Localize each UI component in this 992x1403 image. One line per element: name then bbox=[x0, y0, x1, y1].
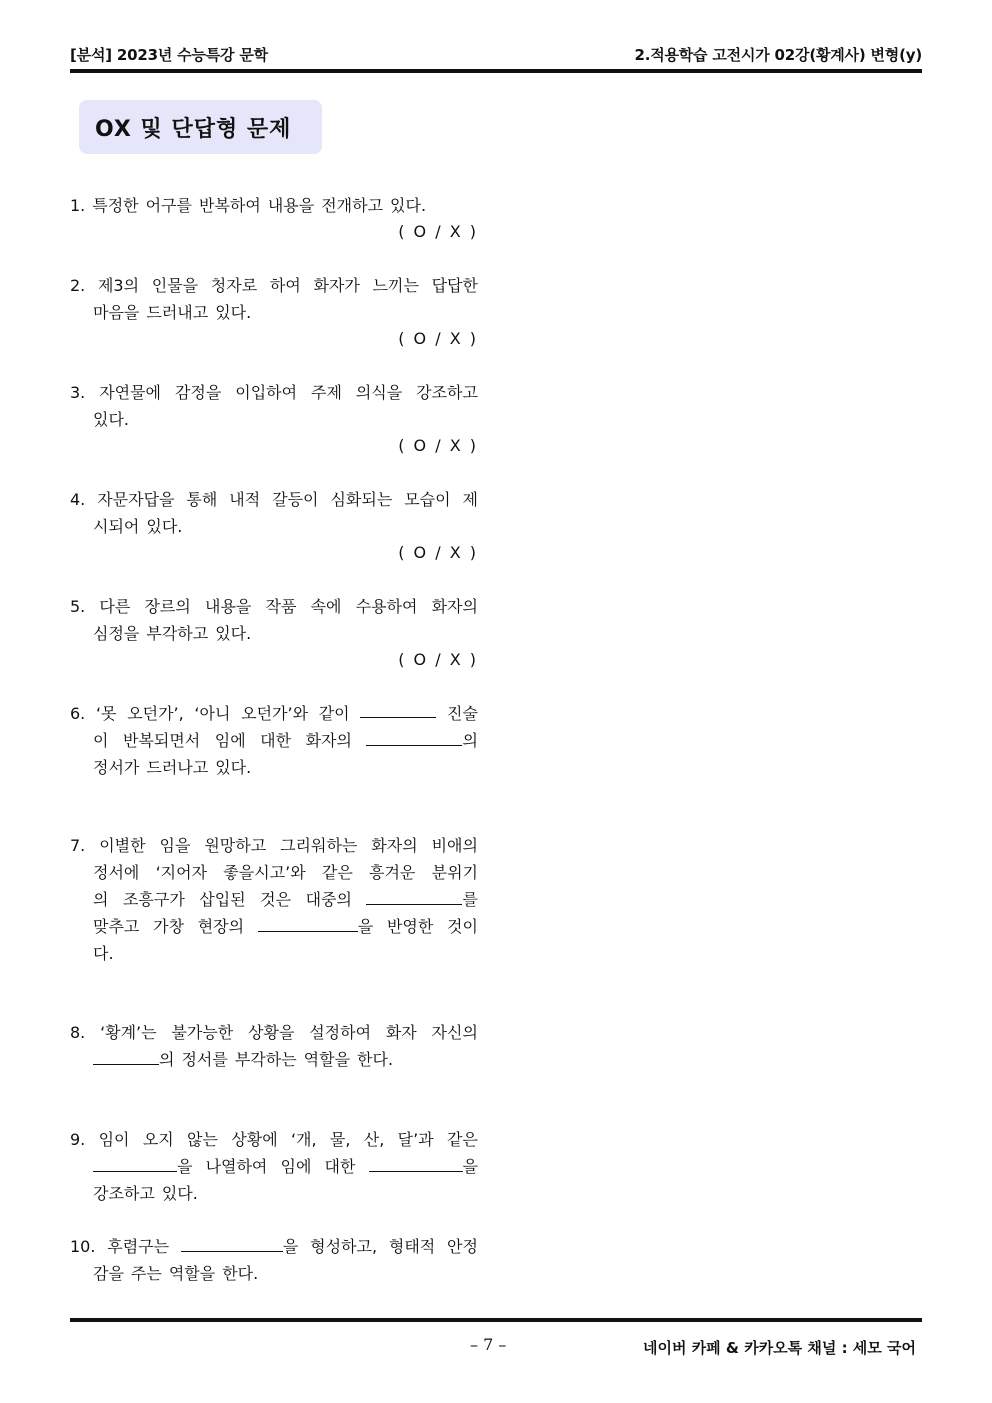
q2-line-2 bbox=[70, 299, 478, 326]
bottom-divider bbox=[70, 1318, 922, 1322]
word: 시되어 bbox=[93, 517, 140, 536]
word: 반영한 bbox=[386, 917, 434, 936]
q6-line-3 bbox=[70, 754, 478, 781]
word: 갈등이 bbox=[272, 490, 319, 509]
word: 드러나고 bbox=[146, 758, 209, 777]
word: 자연물에 bbox=[99, 383, 162, 402]
word: 물, bbox=[329, 1130, 351, 1149]
q8-line-2 bbox=[70, 1046, 478, 1073]
word: 주는 bbox=[130, 1264, 162, 1283]
ox-mark-5: ( O / X ) bbox=[398, 650, 478, 669]
word: 하여 bbox=[269, 276, 301, 295]
word: 흥겨운 bbox=[369, 863, 416, 882]
word: ‘개, bbox=[290, 1130, 317, 1149]
q2-line-1 bbox=[70, 272, 478, 299]
word: 자신의 bbox=[431, 1023, 478, 1042]
word: 부각하는 bbox=[234, 1050, 297, 1069]
word: 부각하고 bbox=[146, 624, 209, 643]
word: 심화되는 bbox=[330, 490, 393, 509]
word: 상황을 bbox=[248, 1023, 295, 1042]
word: 어구를 bbox=[145, 196, 193, 215]
word: 5. bbox=[70, 597, 86, 616]
word: 마음을 bbox=[93, 303, 140, 322]
q7-line-4 bbox=[70, 913, 478, 940]
word: 것은 bbox=[260, 890, 292, 909]
word: 인물을 bbox=[151, 276, 199, 295]
word: 1. bbox=[70, 196, 86, 215]
word: 의식을 bbox=[355, 383, 403, 402]
word: 화자의 bbox=[305, 731, 352, 750]
word: 진술 bbox=[447, 704, 478, 723]
word: 제3의 bbox=[97, 276, 140, 295]
q4-line-1 bbox=[70, 486, 478, 513]
question-4 bbox=[70, 486, 478, 540]
word: 비애의 bbox=[431, 836, 478, 855]
word: 화자가 bbox=[313, 276, 360, 295]
word: 정서에 bbox=[93, 863, 140, 882]
word: 8. bbox=[70, 1023, 86, 1042]
word: 수용하여 bbox=[355, 597, 418, 616]
word: 대한 bbox=[260, 731, 292, 750]
word: 있다. bbox=[215, 758, 252, 777]
word: ‘못 bbox=[95, 704, 117, 723]
word: 나열하여 bbox=[205, 1157, 268, 1176]
ox-mark-3: ( O / X ) bbox=[398, 436, 478, 455]
q7-line-1 bbox=[70, 832, 478, 859]
q3-line-2 bbox=[70, 406, 478, 433]
word: 있다. bbox=[146, 517, 183, 536]
word: 정서가 bbox=[93, 758, 140, 777]
question-2 bbox=[70, 272, 478, 326]
q10-line-2 bbox=[70, 1260, 478, 1287]
word: 조흥구가 bbox=[122, 890, 185, 909]
answer-blank[interactable] bbox=[366, 887, 462, 905]
word: 화자의 bbox=[371, 836, 418, 855]
word: 강조하고 bbox=[93, 1184, 155, 1203]
word: 2. bbox=[70, 276, 86, 295]
q7-line-3 bbox=[70, 886, 478, 913]
section-box bbox=[79, 100, 322, 154]
question-10 bbox=[70, 1233, 478, 1287]
word: 상황에 bbox=[231, 1130, 278, 1149]
word: 같은 bbox=[321, 863, 353, 882]
question-9 bbox=[70, 1126, 478, 1207]
ox-mark-2: ( O / X ) bbox=[398, 329, 478, 348]
word: 이별한 bbox=[99, 836, 146, 855]
word: 10. bbox=[70, 1237, 96, 1256]
q8-line-1 bbox=[70, 1019, 478, 1046]
word: 의 bbox=[159, 1050, 175, 1069]
word: 모습이 bbox=[404, 490, 451, 509]
word: 역할을 bbox=[168, 1264, 216, 1283]
word: 삽입된 bbox=[199, 890, 246, 909]
word: 오던가’와 bbox=[241, 704, 309, 723]
word: 않는 bbox=[187, 1130, 218, 1149]
word: 을 bbox=[282, 1237, 299, 1256]
top-divider bbox=[70, 69, 922, 73]
answer-blank[interactable] bbox=[93, 1047, 159, 1065]
header-right: 2.적용학습 고전시가 02강(황계사) 변형(y) bbox=[634, 46, 922, 64]
word: 9. bbox=[70, 1130, 86, 1149]
q7-line-5 bbox=[70, 940, 478, 967]
q1-line bbox=[70, 192, 478, 219]
word: 화자 bbox=[385, 1023, 417, 1042]
word: 오지 bbox=[142, 1130, 174, 1149]
word: 청자로 bbox=[210, 276, 258, 295]
word: 3. bbox=[70, 383, 86, 402]
q6-line-1 bbox=[70, 700, 478, 727]
q4-line-2 bbox=[70, 513, 478, 540]
word: 의 bbox=[93, 890, 109, 909]
word: 내용을 bbox=[204, 597, 252, 616]
word: 자문자답을 bbox=[97, 490, 175, 509]
word: 감정을 bbox=[174, 383, 222, 402]
word: 있다. bbox=[215, 624, 252, 643]
question-1 bbox=[70, 192, 478, 219]
word: 작품 bbox=[265, 597, 297, 616]
word: 오던가’, bbox=[127, 704, 184, 723]
word: 형태적 bbox=[388, 1237, 436, 1256]
word: 있다. bbox=[93, 410, 129, 429]
word: 4. bbox=[70, 490, 86, 509]
question-6 bbox=[70, 700, 478, 781]
word: ‘지어자 bbox=[155, 863, 208, 882]
word: 6. bbox=[70, 704, 86, 723]
word: 임에 bbox=[280, 1157, 312, 1176]
q5-line-2 bbox=[70, 620, 478, 647]
word: 같은 bbox=[446, 1130, 478, 1149]
word: 제 bbox=[462, 490, 478, 509]
word: 한다. bbox=[222, 1264, 259, 1283]
word: 특정한 bbox=[92, 196, 139, 215]
word: 있다. bbox=[161, 1184, 198, 1203]
word: 을 bbox=[357, 917, 374, 936]
q9-line-1 bbox=[70, 1126, 478, 1153]
word: 를 bbox=[462, 890, 478, 909]
word: 맞추고 bbox=[93, 917, 140, 936]
word: 답답한 bbox=[431, 276, 478, 295]
word: 통해 bbox=[186, 490, 218, 509]
word: 속에 bbox=[310, 597, 342, 616]
word: 안정 bbox=[447, 1237, 478, 1256]
word: 대중의 bbox=[305, 890, 352, 909]
word: 가창 bbox=[153, 917, 184, 936]
word: 반복되면서 bbox=[122, 731, 201, 750]
word: 을 bbox=[462, 1157, 478, 1176]
word: 있다. bbox=[215, 303, 252, 322]
word: 분위기 bbox=[431, 863, 478, 882]
q3-line-1 bbox=[70, 379, 478, 406]
word: 설정하여 bbox=[309, 1023, 372, 1042]
question-5 bbox=[70, 593, 478, 647]
q6-line-2 bbox=[70, 727, 478, 754]
footer-credit: 네이버 카페 & 카카오톡 채널 : 세모 국어 bbox=[643, 1339, 916, 1357]
word: 임에 bbox=[214, 731, 246, 750]
word: 현장의 bbox=[197, 917, 245, 936]
ox-mark-1: ( O / X ) bbox=[398, 222, 478, 241]
word: 이 bbox=[93, 731, 109, 750]
word: 내용을 bbox=[267, 196, 315, 215]
answer-blank[interactable] bbox=[366, 728, 462, 746]
answer-blank[interactable] bbox=[181, 1234, 283, 1252]
word: 것이 bbox=[447, 917, 478, 936]
word: ‘황계’는 bbox=[100, 1023, 157, 1042]
question-3 bbox=[70, 379, 478, 433]
word: ‘아니 bbox=[194, 704, 231, 723]
word: 의 bbox=[462, 731, 478, 750]
word: 강조하고 bbox=[416, 383, 478, 402]
word: 심정을 bbox=[93, 624, 140, 643]
q9-line-3 bbox=[70, 1180, 478, 1207]
word: 감을 bbox=[93, 1264, 124, 1283]
word: 이입하여 bbox=[235, 383, 298, 402]
section-title: OX 및 단답형 문제 bbox=[95, 117, 292, 142]
word: 같이 bbox=[318, 704, 350, 723]
word: 을 bbox=[177, 1157, 193, 1176]
word: 후렴구는 bbox=[107, 1237, 170, 1256]
word: 원망하고 bbox=[204, 836, 267, 855]
word: 역할을 bbox=[303, 1050, 351, 1069]
question-7 bbox=[70, 832, 478, 967]
word: 정서를 bbox=[181, 1050, 228, 1069]
word: 대한 bbox=[324, 1157, 356, 1176]
answer-blank[interactable] bbox=[369, 1154, 463, 1172]
word: 그리워하는 bbox=[280, 836, 358, 855]
word: 주제 bbox=[310, 383, 342, 402]
word: 다. bbox=[93, 944, 114, 963]
page-number: – 7 – bbox=[470, 1335, 507, 1354]
word: 내적 bbox=[229, 490, 261, 509]
question-8 bbox=[70, 1019, 478, 1073]
word: 좋을시고’와 bbox=[223, 863, 306, 882]
word: 전개하고 bbox=[321, 196, 384, 215]
q9-line-2 bbox=[70, 1153, 478, 1180]
word: 한다. bbox=[357, 1050, 394, 1069]
answer-blank[interactable] bbox=[258, 914, 358, 932]
q7-line-2 bbox=[70, 859, 478, 886]
word: 반복하여 bbox=[199, 196, 261, 215]
answer-blank[interactable] bbox=[93, 1154, 177, 1172]
ox-mark-4: ( O / X ) bbox=[398, 543, 478, 562]
word: 7. bbox=[70, 836, 86, 855]
header-left: [분석] 2023년 수능특강 문학 bbox=[70, 46, 268, 64]
word: 불가능한 bbox=[171, 1023, 234, 1042]
word: 형성하고, bbox=[310, 1237, 378, 1256]
word: 산, bbox=[363, 1130, 385, 1149]
word: 느끼는 bbox=[372, 276, 419, 295]
word: 드러내고 bbox=[146, 303, 209, 322]
q5-line-1 bbox=[70, 593, 478, 620]
word: 다른 bbox=[99, 597, 131, 616]
word: 화자의 bbox=[431, 597, 478, 616]
word: 임을 bbox=[159, 836, 191, 855]
q10-line-1 bbox=[70, 1233, 478, 1260]
word: 달’과 bbox=[397, 1130, 434, 1149]
word: 임이 bbox=[98, 1130, 130, 1149]
word: 장르의 bbox=[144, 597, 191, 616]
word: 있다. bbox=[390, 196, 427, 215]
answer-blank[interactable] bbox=[360, 700, 436, 718]
